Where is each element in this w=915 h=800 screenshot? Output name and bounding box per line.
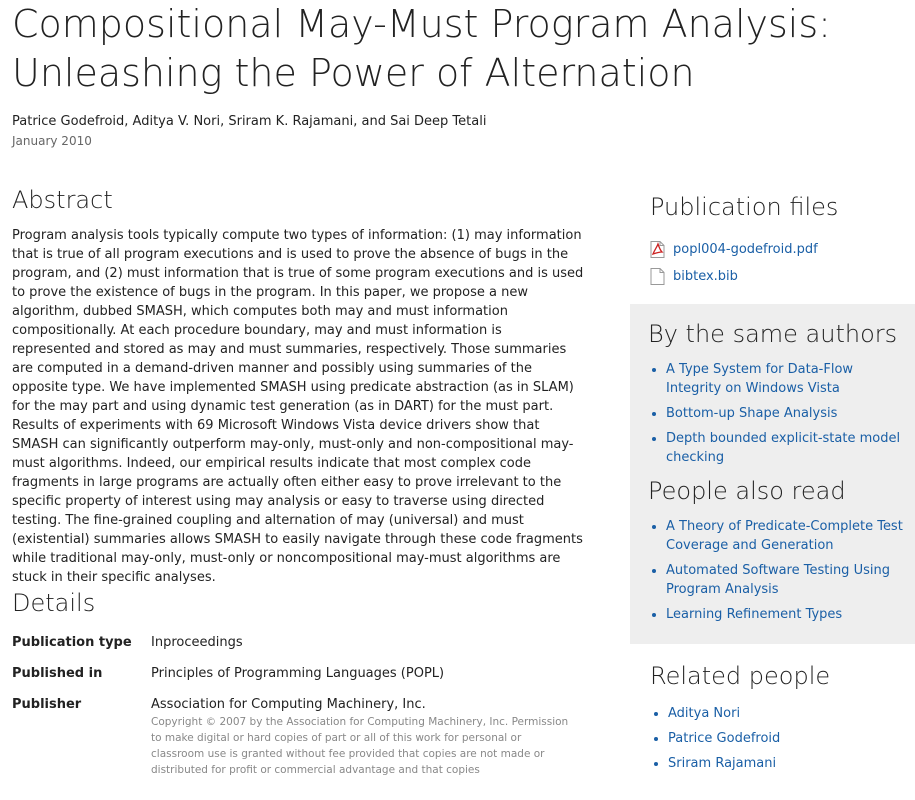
sidebar (630, 186, 915, 779)
author-list: Patrice Godefroid, Aditya V. Nori, Sriram K. Rajamani, and Sai Deep Tetali (12, 114, 487, 129)
publication-date: January 2010 (12, 134, 92, 148)
file-list (650, 236, 915, 290)
related-people-heading: Related people (650, 662, 831, 690)
publication-files-section (630, 186, 915, 290)
list-item (668, 729, 915, 748)
also-read-list (648, 517, 905, 624)
copyright-notice: Copyright © 2007 by the Association for Computing Machinery, Inc. Permission to make digital or hard copies of part or all of this work for personal or classroom use is granted without fee provided that copies are not made or distributed for profit or commercial advantage and that copies (151, 716, 569, 776)
details-value: Principles of Programming Languages (POPL) (151, 666, 445, 681)
document-icon (650, 268, 665, 285)
also-read-link[interactable]: Automated Software Testing Using Program Analysis (666, 563, 890, 597)
file-item-bib[interactable] (650, 263, 915, 290)
details-heading: Details (12, 589, 96, 617)
same-authors-link[interactable]: Bottom-up Shape Analysis (666, 406, 838, 421)
related-people-list (650, 704, 915, 773)
related-person-link[interactable]: Aditya Nori (668, 706, 741, 721)
list-item (666, 517, 905, 555)
same-authors-link[interactable]: Depth bounded explicit-state model checking (666, 431, 901, 465)
related-person-link[interactable]: Patrice Godefroid (668, 731, 781, 746)
details-label: Publication type (12, 635, 132, 650)
details-value: Inproceedings (151, 635, 243, 650)
publication-files-heading: Publication files (650, 193, 839, 221)
details-row-type (12, 633, 571, 664)
details-label: Published in (12, 666, 103, 681)
also-read-link[interactable]: A Theory of Predicate-Complete Test Coverage and Generation (666, 519, 903, 553)
same-authors-link[interactable]: A Type System for Data-Flow Integrity on Windows Vista (666, 362, 854, 396)
list-item (666, 605, 905, 624)
list-item (668, 704, 915, 723)
same-authors-list (648, 360, 905, 467)
related-publications-box (630, 304, 915, 644)
list-item (666, 404, 905, 423)
list-item (666, 561, 905, 599)
details-row-published-in (12, 664, 571, 695)
also-read-heading: People also read (648, 477, 846, 505)
list-item (666, 429, 905, 467)
publisher-name: Association for Computing Machinery, Inc. (151, 697, 426, 712)
same-authors-heading: By the same authors (648, 320, 898, 348)
details-table (12, 633, 571, 790)
abstract-heading: Abstract (12, 186, 113, 214)
bibtex-download-link[interactable]: bibtex.bib (673, 269, 738, 284)
file-item-pdf[interactable] (650, 236, 915, 263)
pdf-file-icon (650, 241, 665, 258)
details-row-publisher (12, 695, 571, 790)
also-read-link[interactable]: Learning Refinement Types (666, 607, 843, 622)
details-label: Publisher (12, 697, 82, 712)
list-item (668, 754, 915, 773)
related-person-link[interactable]: Sriram Rajamani (668, 756, 777, 771)
list-item (666, 360, 905, 398)
page-title: Compositional May-Must Program Analysis: Unleashing the Power of Alternation (12, 2, 831, 95)
main-content (12, 184, 587, 790)
related-people-section (630, 644, 915, 773)
pdf-download-link[interactable]: popl004-godefroid.pdf (673, 242, 818, 257)
details-value (151, 695, 571, 790)
abstract-text: Program analysis tools typically compute two types of information: (1) may information that is true of all program executions and is used to prove the absence of bugs in the program, and (2) must information that is true of some program executions and is used to prove the existence of bugs in the program. In this paper, we propose a new algorithm, dubbed SMASH, which computes both may and must information compositionally. At each procedure boundary, may and must information is represented and stored as may and must summaries, respectively. Those summaries are computed in a demand-driven manner and possibly using summaries of the opposite type. We have implemented SMASH using predicate abstraction (as in SLAM) for the may part and using dynamic test generation (as in DART) for the must part. Results of experiments with 69 Microsoft Windows Vista device drivers show that SMASH can significantly outperform may-only, must-only and non-compositional may-must algorithms. Indeed, our empirical results indicate that most complex code fragments in large programs are actually often either easy to prove irrelevant to the specific property of interest using may analysis or easy to traverse using directed testing. The fine-grained coupling and alternation of may (universal) and must (existential) summaries allows SMASH to easily navigate through these code fragments while traditional may-only, must-only or noncompositional may-must algorithms are stuck in their specific analyses. (12, 228, 584, 585)
